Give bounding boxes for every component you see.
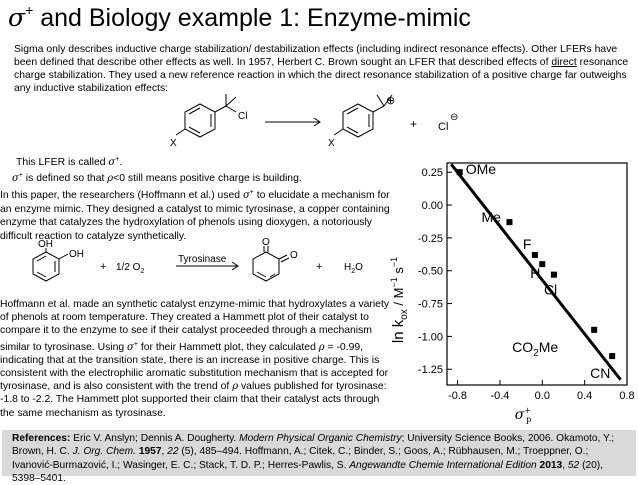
tyrosinase-scheme: [6, 238, 376, 288]
y-tick-label: -0.75: [417, 298, 443, 311]
lfer-line1-sup: +: [115, 156, 120, 163]
y-tick-label: -1.00: [417, 331, 443, 344]
para2-text-b: for their Hammett plot, they calculated: [137, 341, 319, 353]
lfer-definition: [12, 153, 302, 185]
refs-journal-1: J. Org. Chem.: [72, 446, 136, 458]
refs-year-1: 1957: [138, 446, 162, 458]
refs-t5: ,: [562, 459, 568, 471]
x-tick-label: 0.8: [619, 390, 635, 402]
lfer-line1-sigma: σ: [108, 157, 116, 168]
scheme1-right-x: X: [328, 138, 335, 149]
ylabel-unit: / M: [391, 287, 406, 310]
cumyl-chloride-scheme: [170, 92, 490, 152]
scheme2-water-sub: 2: [351, 268, 356, 275]
intro-text-1: Sigma only describes inductive charge stabilization/ destabilization effects (including indirect resonance effects). Other LFERs have been defined that describe other effects as well. In 1957, Herbert C. Brown sought an LFER that described effects of: [14, 44, 618, 68]
lfer-line2-text: is defined so that: [22, 173, 108, 184]
data-point: [609, 353, 615, 359]
references-box: [2, 430, 636, 484]
ylabel-main: ln k: [390, 319, 407, 344]
ylabel-sub: ox: [399, 309, 410, 320]
para2-sup: +: [133, 340, 138, 348]
data-point: [591, 327, 597, 333]
point-label: H: [530, 265, 541, 282]
refs-t2: ; University Science Books, 2006. Okamoto, Y.; Brown, H. C.: [12, 433, 615, 458]
scheme2-plus-1: +: [100, 261, 107, 273]
scheme2-ketone-o-top: O: [262, 237, 270, 248]
scheme2-ketone-o-right: O: [290, 250, 298, 261]
intro-underline: direct: [551, 57, 577, 68]
hammett-plot: [385, 155, 635, 425]
para1-text-b: to elucidate a mechanism for an enzyme mimic. They designed a catalyst to mimic tyrosinase, a copper containing enzyme that catalyzes the hydroxylation of phenols using dioxygen, a notoriously difficult reaction to catalyze synthetically.: [0, 190, 390, 242]
lfer-line2-sup: +: [18, 172, 23, 179]
paragraph-enzyme-mimic: [0, 186, 392, 243]
point-label: Me: [481, 209, 501, 226]
scheme2-o2-sub: 2: [140, 268, 145, 275]
y-axis-label: [389, 257, 410, 343]
scheme2-water-h: H: [344, 262, 352, 273]
x-tick-label: -0.8: [448, 390, 468, 402]
intro-paragraph: [14, 43, 629, 95]
data-point: [457, 169, 463, 175]
title-sup: +: [25, 2, 34, 18]
para2-text-c: = -0.99, indicating that at the transition state, there is an increase in positive charge. This is consistent with the electrophilic aromatic substitution mechanism that is accepted for tyrosinase, and is also consistent with the trend of: [0, 341, 389, 393]
para1-sup: +: [249, 189, 254, 196]
lfer-line2-end: <0 still means positive charge is building.: [113, 173, 302, 184]
title-text: and Biology example 1: Enzyme-mimic: [33, 4, 471, 32]
para1-sigma: σ: [242, 190, 250, 201]
y-tick-label: -1.25: [417, 364, 443, 377]
data-point: [532, 252, 538, 258]
x-tick-label: 0.0: [534, 390, 550, 402]
title-sigma: σ: [8, 3, 26, 32]
para2-rho-2: ρ: [232, 381, 239, 393]
lfer-line2-sigma: σ: [12, 173, 19, 184]
scheme1-cation: ⊕: [386, 94, 396, 107]
page-title: [8, 2, 471, 33]
x-tick-label: 0.4: [576, 390, 593, 402]
scheme2-oxygen: [116, 262, 144, 275]
lfer-line1-text: This LFER is called: [16, 157, 109, 168]
scheme1-left-cl: Cl: [238, 111, 248, 122]
point-label: $CO_2Me$: [512, 338, 559, 359]
scheme2-o2: 1/2 O: [116, 262, 141, 273]
xlabel-sub: p: [526, 415, 532, 424]
xlabel-main: σ: [514, 407, 525, 423]
refs-vol-2: 52: [567, 459, 580, 471]
refs-year-2: 2013: [539, 459, 563, 471]
point-label: OMe: [465, 161, 497, 178]
refs-t3: ,: [161, 446, 168, 458]
scheme2-oh-top: OH: [38, 239, 53, 250]
point-label: Cl: [543, 281, 558, 298]
x-tick-label: -0.4: [490, 390, 510, 402]
para2-rho: ρ: [318, 341, 325, 353]
xlabel-sup: +: [524, 406, 532, 415]
paragraph-hammett: [0, 298, 392, 420]
lfer-line-2: [12, 169, 302, 185]
scheme2-oh-right: OH: [69, 249, 84, 260]
para2-text-a: Hoffmann et al. made an synthetic catalyst enzyme-mimic that hydroxylates a variety of phenols at room temperature. They created a Hammett plot of their catalyst to compare it to the enzyme to see if their catalyst proceeded through a mechanism similar to tyrosinase. Using: [0, 299, 390, 353]
plot-points: [457, 161, 615, 381]
para1-text-a: In this paper, the researchers (Hoffmann et al.) used: [0, 190, 243, 201]
refs-t1: Eric V. Anslyn; Dennis A. Dougherty.: [70, 433, 240, 444]
lfer-line2-rho: ρ: [107, 173, 114, 184]
y-tick-label: 0.00: [421, 200, 443, 213]
x-axis-label: [515, 406, 531, 424]
scheme2-plus-2: +: [316, 261, 323, 273]
scheme1-plus: +: [410, 117, 418, 131]
refs-t6: (20), 5398–5401.: [12, 459, 604, 484]
point-label: F: [522, 235, 532, 252]
y-tick-label: -0.25: [417, 232, 443, 245]
scheme1-anion: ⊖: [450, 112, 459, 123]
refs-t4: (5), 485–494. Hoffmann, A.; Citek, C.; Binder, S.; Goos, A.; Rübhausen, M.; Troeppner, O.; Ivanović-Burmazović, I.; Wasinger, E. C.; Stack, T. D. P.; Herres-Pawlis, S.: [12, 446, 589, 471]
point-label: CN: [590, 365, 611, 382]
data-point: [551, 272, 557, 278]
scheme2-water: [344, 262, 363, 275]
scheme2-enzyme-label: Tyrosinase: [178, 254, 227, 265]
scheme1-left-x: X: [170, 138, 177, 149]
refs-journal-2: Angewandte Chemie International Edition: [349, 459, 537, 471]
ylabel-unit-sup2: −1: [389, 256, 399, 268]
y-tick-label: 0.25: [421, 167, 443, 180]
lfer-line-1: [16, 153, 302, 169]
para2-sigma: σ: [127, 341, 134, 353]
refs-label: References:: [12, 433, 71, 444]
y-tick-label: -0.50: [417, 265, 443, 278]
lfer-line1-end: .: [119, 157, 123, 168]
data-point: [506, 219, 512, 225]
scheme1-chloride: Cl: [438, 121, 449, 133]
ylabel-unit-s: s: [391, 267, 406, 278]
refs-vol-1: 22: [167, 446, 179, 458]
para2-text-d: values published for tyrosinase: -1.8 to -2.2. The Hammett plot supported their claim that their catalyst acts through the same mechanism as tyrosinase.: [0, 381, 387, 419]
intro-text-2: resonance charge stabilization. They used a new reference reaction in which the direct resonance stabilization of a positive charge far outweighs any inductive stabilization effects:: [14, 57, 629, 94]
refs-book: Modern Physical Organic Chemistry: [239, 433, 402, 444]
scheme2-water-o: O: [355, 262, 363, 273]
ylabel-unit-sup1: −1: [389, 277, 399, 288]
